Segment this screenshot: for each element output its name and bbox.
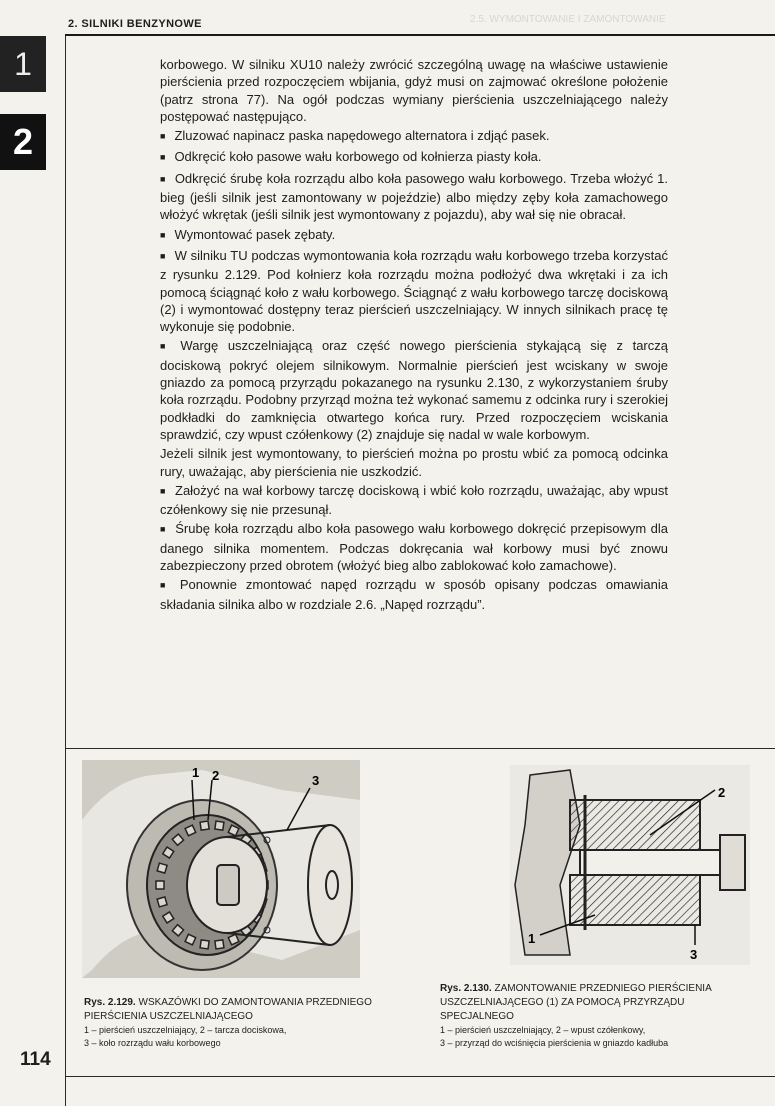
chapter-tab-1: 1	[0, 36, 46, 92]
figure-2-130-illustration	[510, 765, 750, 965]
header-rule	[65, 34, 775, 36]
section-separator	[65, 748, 775, 749]
fig130-label-2: 2	[718, 785, 726, 800]
bullet-paragraph: ■ Ponownie zmontować napęd rozrządu w sposób opisany podczas omawiania składania silnika albo w rozdziale 2.6. „Napęd rozrządu”.	[160, 576, 668, 613]
fig130-title: Rys. 2.130. ZAMONTOWANIE PRZEDNIEGO PIERŚCIENIA USZCZELNIAJĄCEGO (1) ZA POMOCĄ PRZYRZĄDU SPECJALNEGO	[440, 983, 712, 1022]
margin-line	[65, 36, 66, 1106]
chapter-tab-2: 2	[0, 114, 46, 170]
fig130-label-1: 1	[528, 931, 536, 946]
figure-2-129-caption	[84, 996, 374, 1050]
figure-2-129-illustration	[82, 760, 360, 978]
paragraph: Jeżeli silnik jest wymontowany, to pierścień można po prostu wbić za pomocą odcinka rury, uważając, aby pierścienia nie uszkodzić.	[160, 446, 668, 479]
fig130-legend-line-2: 3 – przyrząd do wciśnięcia pierścienia w gniazdo kadłuba	[440, 1038, 669, 1048]
body-text	[160, 56, 668, 615]
bullet-paragraph: ■ Założyć na wał korbowy tarczę dociskową i wbić koło rozrządu, uważając, aby wpust czółenkowy się nie przesunął.	[160, 482, 668, 519]
bullet-paragraph: ■ Zluzować napinacz paska napędowego alternatora i zdjąć pasek.	[160, 127, 668, 146]
fig129-legend-line-2: 3 – koło rozrządu wału korbowego	[84, 1038, 221, 1048]
fig129-legend-line-1: 1 – pierścień uszczelniający, 2 – tarcza dociskowa,	[84, 1025, 287, 1035]
bullet-paragraph: ■ Śrubę koła rozrządu albo koła pasowego wału korbowego dokręcić przepisowym dla danego silnika momentem. Podczas dokręcania wał korbowy musi być znowu zabezpieczony przed obrotem (włożyć bieg albo zablokować koło zamachowe).	[160, 520, 668, 574]
page-number: 114	[20, 1049, 51, 1070]
bullet-paragraph: ■ Wargę uszczelniającą oraz część nowego pierścienia stykającą się z tarczą dociskową pokryć olejem silnikowym. Normalnie pierścień jest wciskany w swoje gniazdo za pomocą przyrządu pokazanego na rysunku 2.130, z wykorzystaniem śruby koła rozrządu. Podobny przyrząd można też wykonać samemu z odcinka rury i szerokiej podkładki do zamknięcia otwartego końca rury. Przed rozpoczęciem wciskania sprawdzić, czy wpust czółenkowy (2) znajduje się nadal w wale korbowym.	[160, 337, 668, 443]
paragraph: korbowego. W silniku XU10 należy zwrócić szczególną uwagę na właściwe ustawienie pierścienia przed rozpoczęciem wbijania, gdyż musi on zajmować określone położenie (patrz strona 77). Na ogół podczas wymiany pierścienia uszczelniającego należy postępować następująco.	[160, 57, 668, 124]
fig129-title: Rys. 2.129. WSKAZÓWKI DO ZAMONTOWANIA PRZEDNIEGO PIERŚCIENIA USZCZELNIAJĄCEGO	[84, 997, 372, 1022]
bleed-through-header: 2.5. WYMONTOWANIE I ZAMONTOWANIE	[470, 14, 666, 25]
running-header: 2. SILNIKI BENZYNOWE	[68, 18, 202, 30]
fig130-legend-line-1: 1 – pierścień uszczelniający, 2 – wpust czółenkowy,	[440, 1025, 646, 1035]
bullet-paragraph: ■ Wymontować pasek zębaty.	[160, 226, 668, 245]
fig129-label-3: 3	[312, 773, 320, 788]
fig129-label-2: 2	[212, 768, 220, 783]
bullet-paragraph: ■ Odkręcić śrubę koła rozrządu albo koła pasowego wału korbowego. Trzeba włożyć 1. bieg (jeśli silnik jest zamontowany w pojeździe) albo między zęby koła zamachowego włożyć wkrętak (jeśli silnik jest wymontowany z pojazdu), aby wał się nie obracał.	[160, 170, 668, 224]
fig129-label-1: 1	[192, 765, 200, 780]
bottom-rule	[65, 1076, 775, 1077]
figure-2-130-caption	[440, 982, 760, 1050]
fig130-label-3: 3	[690, 947, 698, 962]
bullet-paragraph: ■ W silniku TU podczas wymontowania koła rozrządu wału korbowego trzeba korzystać z rysunku 2.129. Pod kołnierz koła rozrządu można podłożyć dwa wkrętaki i za ich pomocą ściągnąć koło z wału korbowego. Ściągnąć z wału korbowego tarczę dociskową (2) i wymontować dostępny teraz pierścień uszczelniający. W innych silnikach pracę tę wykonuje się podobnie.	[160, 247, 668, 335]
bullet-paragraph: ■ Odkręcić koło pasowe wału korbowego od kołnierza piasty koła.	[160, 148, 668, 167]
